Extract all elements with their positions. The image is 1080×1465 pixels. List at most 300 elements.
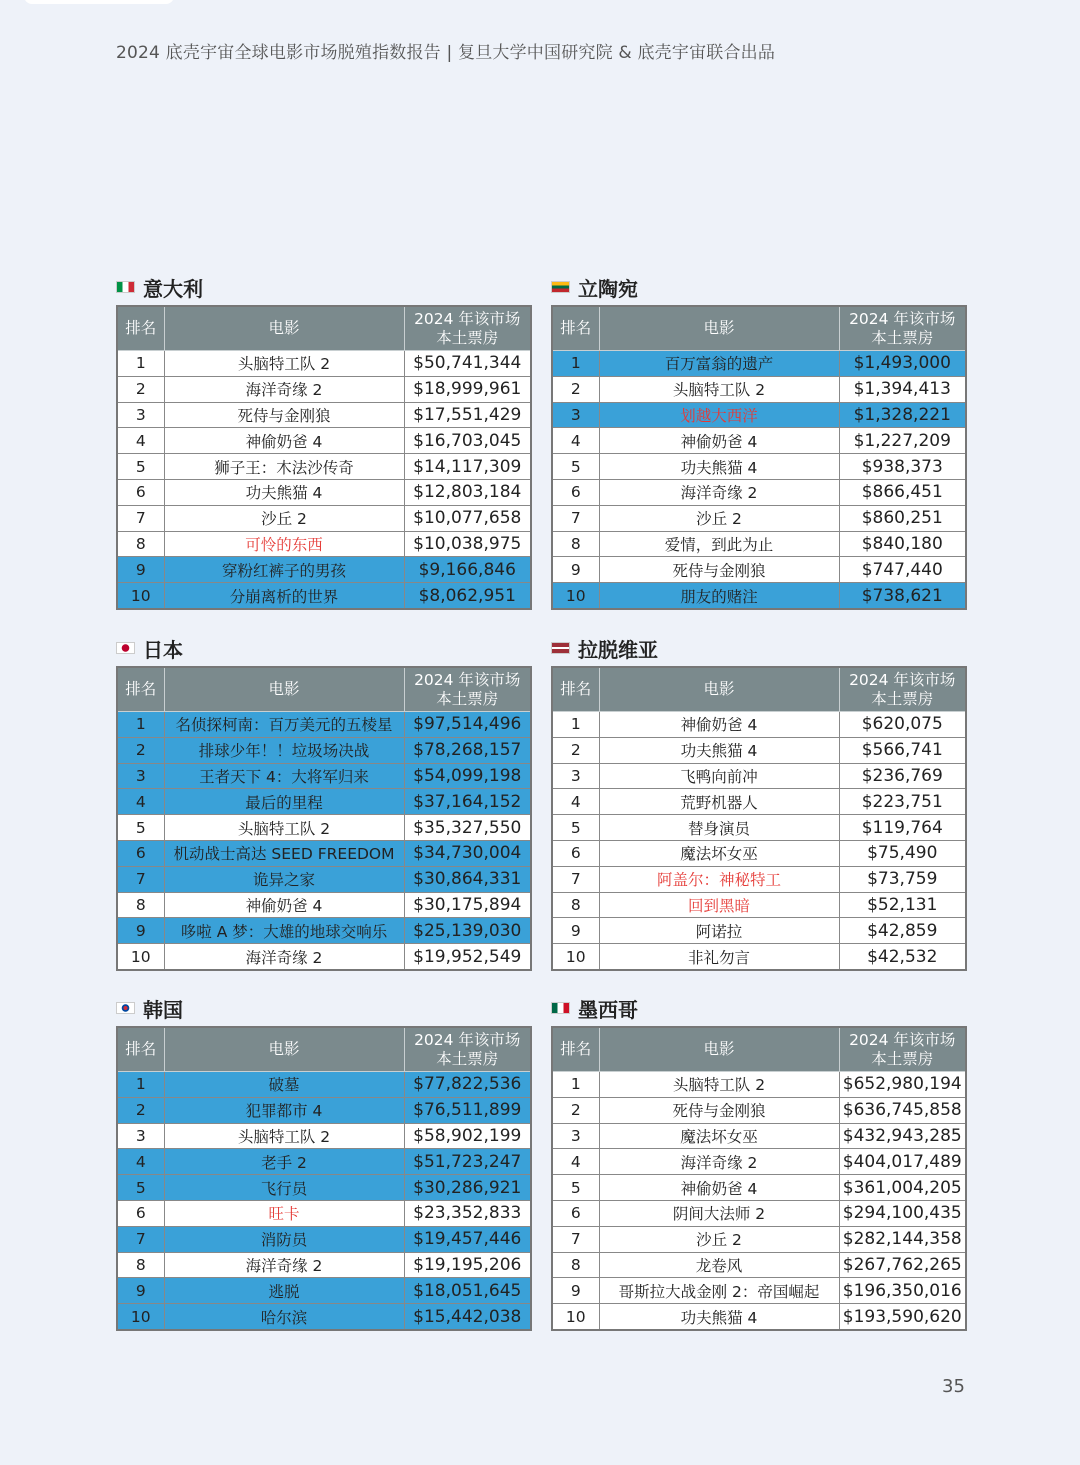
rank-cell: 2: [117, 376, 164, 402]
table-row: [552, 505, 966, 531]
korea-flag-icon: [116, 1002, 135, 1014]
country-table-block: [116, 274, 530, 610]
film-cell: 百万富翁的遗产: [599, 351, 839, 377]
film-cell: 头脑特工队 2: [164, 815, 404, 841]
box-office-cell: $432,943,285: [839, 1123, 966, 1149]
table-header-row: [552, 667, 966, 712]
rank-cell: 1: [552, 1072, 599, 1098]
table-row: [552, 583, 966, 609]
film-cell: 非礼勿言: [599, 944, 839, 970]
film-cell: 神偷奶爸 4: [164, 892, 404, 918]
film-cell: 沙丘 2: [164, 505, 404, 531]
box-office-cell: $404,017,489: [839, 1149, 966, 1175]
table-row: [117, 1252, 531, 1278]
rank-cell: 3: [552, 763, 599, 789]
table-row: [552, 351, 966, 377]
film-cell: 分崩离析的世界: [164, 583, 404, 609]
rank-header: 排名: [117, 306, 164, 351]
table-row: [552, 1123, 966, 1149]
table-row: [117, 557, 531, 583]
film-cell: 神偷奶爸 4: [599, 1175, 839, 1201]
rank-cell: 5: [552, 1175, 599, 1201]
film-cell: 海洋奇缘 2: [599, 1149, 839, 1175]
country-title: [116, 995, 530, 1021]
film-cell: 名侦探柯南：百万美元的五棱星: [164, 712, 404, 738]
box-office-cell: $42,859: [839, 918, 966, 944]
box-office-cell: $1,227,209: [839, 428, 966, 454]
table-row: [117, 454, 531, 480]
table-row: [552, 1175, 966, 1201]
box-office-table: [116, 666, 532, 971]
box-office-cell: $42,532: [839, 944, 966, 970]
film-cell: 哈尔滨: [164, 1304, 404, 1330]
box-office-cell: $566,741: [839, 737, 966, 763]
table-row: [117, 1097, 531, 1123]
country-title: [551, 635, 965, 661]
film-cell: 海洋奇缘 2: [164, 376, 404, 402]
box-office-header-line1: 2024 年该市场: [849, 670, 956, 689]
rank-cell: 7: [552, 1226, 599, 1252]
japan-flag-icon: [116, 642, 135, 654]
rank-cell: 7: [117, 866, 164, 892]
box-office-cell: $10,077,658: [404, 505, 531, 531]
rank-cell: 9: [117, 1278, 164, 1304]
box-office-cell: $14,117,309: [404, 454, 531, 480]
rank-cell: 8: [552, 531, 599, 557]
table-row: [117, 737, 531, 763]
film-cell: 头脑特工队 2: [164, 1123, 404, 1149]
table-row: [117, 1226, 531, 1252]
rank-cell: 6: [552, 1200, 599, 1226]
film-cell: 狮子王：木法沙传奇: [164, 454, 404, 480]
country-table-block: [551, 995, 965, 1331]
table-row: [552, 376, 966, 402]
box-office-cell: $361,004,205: [839, 1175, 966, 1201]
rank-header: 排名: [117, 667, 164, 712]
rank-header: 排名: [552, 1027, 599, 1072]
rank-cell: 6: [117, 479, 164, 505]
film-cell: 功夫熊猫 4: [599, 454, 839, 480]
rank-cell: 4: [117, 1149, 164, 1175]
rank-cell: 10: [117, 944, 164, 970]
table-header-row: [117, 1027, 531, 1072]
rank-cell: 1: [552, 712, 599, 738]
box-office-cell: $1,328,221: [839, 402, 966, 428]
rank-cell: 9: [117, 557, 164, 583]
rank-cell: 2: [552, 737, 599, 763]
country-table-block: [116, 995, 530, 1331]
rank-cell: 9: [552, 557, 599, 583]
film-cell: 飞行员: [164, 1175, 404, 1201]
rank-cell: 8: [552, 892, 599, 918]
rank-cell: 3: [117, 763, 164, 789]
film-cell: 王者天下 4：大将军归来: [164, 763, 404, 789]
box-office-cell: $19,457,446: [404, 1226, 531, 1252]
box-office-header-line2: 本土票房: [871, 689, 934, 708]
country-table-block: [551, 635, 965, 971]
film-cell: 机动战士高达 SEED FREEDOM: [164, 840, 404, 866]
table-row: [117, 402, 531, 428]
rank-cell: 6: [552, 479, 599, 505]
box-office-header-line1: 2024 年该市场: [414, 670, 521, 689]
table-row: [117, 1072, 531, 1098]
box-office-table: [551, 1026, 967, 1331]
rank-cell: 2: [552, 376, 599, 402]
table-row: [552, 454, 966, 480]
film-cell: 神偷奶爸 4: [599, 712, 839, 738]
table-row: [117, 351, 531, 377]
box-office-cell: $15,442,038: [404, 1304, 531, 1330]
country-title: [551, 995, 965, 1021]
table-row: [117, 531, 531, 557]
rank-cell: 6: [117, 1200, 164, 1226]
table-row: [552, 866, 966, 892]
rank-cell: 3: [117, 1123, 164, 1149]
box-office-header: [404, 1027, 531, 1072]
film-cell: 海洋奇缘 2: [599, 479, 839, 505]
film-header: 电影: [599, 667, 839, 712]
table-row: [552, 944, 966, 970]
film-cell: 死侍与金刚狼: [599, 557, 839, 583]
box-office-cell: $19,195,206: [404, 1252, 531, 1278]
table-row: [552, 402, 966, 428]
box-office-cell: $54,099,198: [404, 763, 531, 789]
country-name: 韩国: [143, 997, 183, 1022]
box-office-cell: $1,493,000: [839, 351, 966, 377]
box-office-header: [839, 306, 966, 351]
table-row: [552, 789, 966, 815]
box-office-cell: $17,551,429: [404, 402, 531, 428]
box-office-cell: $37,164,152: [404, 789, 531, 815]
film-cell: 穿粉红裤子的男孩: [164, 557, 404, 583]
box-office-table: [116, 305, 532, 610]
rank-cell: 5: [552, 815, 599, 841]
box-office-cell: $76,511,899: [404, 1097, 531, 1123]
rank-cell: 10: [117, 583, 164, 609]
box-office-cell: $16,703,045: [404, 428, 531, 454]
rank-cell: 4: [117, 428, 164, 454]
box-office-header: [404, 667, 531, 712]
table-row: [552, 531, 966, 557]
film-cell: 神偷奶爸 4: [599, 428, 839, 454]
film-cell: 可怜的东西: [164, 531, 404, 557]
box-office-cell: $652,980,194: [839, 1072, 966, 1098]
film-cell: 旺卡: [164, 1200, 404, 1226]
box-office-cell: $223,751: [839, 789, 966, 815]
box-office-cell: $860,251: [839, 505, 966, 531]
table-row: [552, 1226, 966, 1252]
table-row: [117, 866, 531, 892]
rank-cell: 2: [117, 737, 164, 763]
box-office-cell: $18,999,961: [404, 376, 531, 402]
box-office-header-line2: 本土票房: [436, 328, 499, 347]
film-cell: 神偷奶爸 4: [164, 428, 404, 454]
mexico-flag-icon: [551, 1002, 570, 1014]
film-cell: 功夫熊猫 4: [599, 737, 839, 763]
box-office-cell: $19,952,549: [404, 944, 531, 970]
rank-cell: 10: [552, 944, 599, 970]
box-office-cell: $97,514,496: [404, 712, 531, 738]
box-office-header-line1: 2024 年该市场: [414, 1030, 521, 1049]
rank-cell: 10: [552, 1304, 599, 1330]
page-number: 35: [942, 1376, 965, 1397]
rank-cell: 9: [552, 1278, 599, 1304]
film-cell: 犯罪都市 4: [164, 1097, 404, 1123]
table-row: [552, 1200, 966, 1226]
rank-cell: 7: [117, 1226, 164, 1252]
rank-cell: 8: [117, 892, 164, 918]
rank-cell: 9: [117, 918, 164, 944]
box-office-cell: $78,268,157: [404, 737, 531, 763]
box-office-table: [551, 305, 967, 610]
film-cell: 海洋奇缘 2: [164, 1252, 404, 1278]
italy-flag-icon: [116, 281, 135, 293]
rank-header: 排名: [552, 306, 599, 351]
table-row: [117, 944, 531, 970]
box-office-cell: $236,769: [839, 763, 966, 789]
box-office-cell: $282,144,358: [839, 1226, 966, 1252]
rank-cell: 3: [552, 402, 599, 428]
film-cell: 头脑特工队 2: [599, 1072, 839, 1098]
rank-cell: 2: [117, 1097, 164, 1123]
latvia-flag-icon: [551, 642, 570, 654]
rank-cell: 1: [117, 1072, 164, 1098]
box-office-cell: $9,166,846: [404, 557, 531, 583]
film-cell: 死侍与金刚狼: [599, 1097, 839, 1123]
country-title: [116, 274, 530, 300]
box-office-cell: $35,327,550: [404, 815, 531, 841]
box-office-cell: $25,139,030: [404, 918, 531, 944]
box-office-header-line2: 本土票房: [436, 689, 499, 708]
box-office-cell: $30,286,921: [404, 1175, 531, 1201]
rank-cell: 5: [552, 454, 599, 480]
rank-cell: 7: [552, 866, 599, 892]
box-office-header-line1: 2024 年该市场: [849, 1030, 956, 1049]
box-office-table: [551, 666, 967, 971]
film-cell: 死侍与金刚狼: [164, 402, 404, 428]
table-row: [117, 505, 531, 531]
film-cell: 朋友的赌注: [599, 583, 839, 609]
box-office-header: [404, 306, 531, 351]
box-office-cell: $620,075: [839, 712, 966, 738]
table-row: [117, 892, 531, 918]
rank-cell: 7: [117, 505, 164, 531]
table-row: [552, 557, 966, 583]
box-office-cell: $840,180: [839, 531, 966, 557]
table-row: [117, 1200, 531, 1226]
film-cell: 回到黑暗: [599, 892, 839, 918]
film-cell: 功夫熊猫 4: [164, 479, 404, 505]
box-office-header-line2: 本土票房: [871, 1049, 934, 1068]
table-row: [552, 1304, 966, 1330]
country-name: 墨西哥: [578, 997, 638, 1022]
table-row: [117, 583, 531, 609]
table-header-row: [552, 306, 966, 351]
box-office-cell: $196,350,016: [839, 1278, 966, 1304]
film-cell: 海洋奇缘 2: [164, 944, 404, 970]
rank-cell: 5: [117, 815, 164, 841]
box-office-cell: $51,723,247: [404, 1149, 531, 1175]
film-header: 电影: [164, 306, 404, 351]
table-row: [117, 815, 531, 841]
box-office-cell: $294,100,435: [839, 1200, 966, 1226]
film-cell: 魔法坏女巫: [599, 1123, 839, 1149]
table-row: [117, 712, 531, 738]
table-row: [552, 1252, 966, 1278]
box-office-cell: $75,490: [839, 840, 966, 866]
film-header: 电影: [599, 306, 839, 351]
country-title: [116, 635, 530, 661]
table-row: [552, 763, 966, 789]
film-cell: 老手 2: [164, 1149, 404, 1175]
box-office-cell: $866,451: [839, 479, 966, 505]
film-cell: 魔法坏女巫: [599, 840, 839, 866]
box-office-cell: $50,741,344: [404, 351, 531, 377]
page-header: 2024 底壳宇宙全球电影市场脱殖指数报告 | 复旦大学中国研究院 & 底壳宇宙联合出品: [116, 43, 776, 63]
table-row: [552, 1097, 966, 1123]
rank-cell: 4: [117, 789, 164, 815]
box-office-header: [839, 1027, 966, 1072]
box-office-cell: $23,352,833: [404, 1200, 531, 1226]
box-office-header-line1: 2024 年该市场: [414, 309, 521, 328]
film-cell: 排球少年！！垃圾场决战: [164, 737, 404, 763]
table-row: [117, 789, 531, 815]
table-header-row: [552, 1027, 966, 1072]
box-office-header-line2: 本土票房: [436, 1049, 499, 1068]
film-cell: 沙丘 2: [599, 1226, 839, 1252]
rank-cell: 3: [552, 1123, 599, 1149]
film-cell: 逃脱: [164, 1278, 404, 1304]
box-office-cell: $738,621: [839, 583, 966, 609]
film-cell: 阴间大法师 2: [599, 1200, 839, 1226]
rank-cell: 1: [117, 712, 164, 738]
rank-cell: 5: [117, 1175, 164, 1201]
rank-header: 排名: [552, 667, 599, 712]
film-cell: 龙卷风: [599, 1252, 839, 1278]
rank-cell: 9: [552, 918, 599, 944]
table-row: [117, 840, 531, 866]
rank-cell: 6: [117, 840, 164, 866]
country-title: [551, 274, 965, 300]
table-row: [552, 815, 966, 841]
table-row: [552, 737, 966, 763]
box-office-cell: $747,440: [839, 557, 966, 583]
rank-cell: 1: [552, 351, 599, 377]
country-name: 拉脱维亚: [578, 637, 658, 662]
rank-cell: 8: [117, 531, 164, 557]
film-header: 电影: [599, 1027, 839, 1072]
table-header-row: [117, 667, 531, 712]
rank-cell: 7: [552, 505, 599, 531]
box-office-cell: $30,175,894: [404, 892, 531, 918]
rank-cell: 1: [117, 351, 164, 377]
country-table-block: [116, 635, 530, 971]
box-office-header-line2: 本土票房: [871, 328, 934, 347]
box-office-cell: $30,864,331: [404, 866, 531, 892]
film-cell: 哆啦 A 梦：大雄的地球交响乐: [164, 918, 404, 944]
rank-cell: 4: [552, 1149, 599, 1175]
film-cell: 破墓: [164, 1072, 404, 1098]
film-cell: 消防员: [164, 1226, 404, 1252]
film-cell: 阿诺拉: [599, 918, 839, 944]
box-office-header: [839, 667, 966, 712]
box-office-cell: $8,062,951: [404, 583, 531, 609]
rank-cell: 10: [552, 583, 599, 609]
box-office-table: [116, 1026, 532, 1331]
box-office-cell: $18,051,645: [404, 1278, 531, 1304]
country-name: 立陶宛: [578, 276, 638, 301]
lithuania-flag-icon: [551, 281, 570, 293]
rank-cell: 5: [117, 454, 164, 480]
rank-cell: 3: [117, 402, 164, 428]
rank-cell: 4: [552, 428, 599, 454]
box-office-cell: $267,762,265: [839, 1252, 966, 1278]
film-cell: 划越大西洋: [599, 402, 839, 428]
box-office-cell: $10,038,975: [404, 531, 531, 557]
film-cell: 阿盖尔：神秘特工: [599, 866, 839, 892]
film-cell: 飞鸭向前冲: [599, 763, 839, 789]
film-header: 电影: [164, 1027, 404, 1072]
box-office-cell: $58,902,199: [404, 1123, 531, 1149]
rank-cell: 4: [552, 789, 599, 815]
table-row: [117, 1123, 531, 1149]
box-office-cell: $193,590,620: [839, 1304, 966, 1330]
table-row: [117, 376, 531, 402]
rank-cell: 8: [552, 1252, 599, 1278]
box-office-cell: $73,759: [839, 866, 966, 892]
table-row: [552, 1278, 966, 1304]
table-header-row: [117, 306, 531, 351]
rank-cell: 6: [552, 840, 599, 866]
box-office-cell: $938,373: [839, 454, 966, 480]
table-row: [117, 1304, 531, 1330]
table-row: [552, 479, 966, 505]
film-cell: 功夫熊猫 4: [599, 1304, 839, 1330]
box-office-cell: $52,131: [839, 892, 966, 918]
film-cell: 最后的里程: [164, 789, 404, 815]
film-cell: 头脑特工队 2: [164, 351, 404, 377]
table-row: [552, 840, 966, 866]
table-row: [117, 1278, 531, 1304]
box-office-cell: $1,394,413: [839, 376, 966, 402]
country-table-block: [551, 274, 965, 610]
table-row: [117, 479, 531, 505]
table-row: [117, 1149, 531, 1175]
table-row: [552, 1072, 966, 1098]
film-cell: 爱情，到此为止: [599, 531, 839, 557]
table-row: [552, 712, 966, 738]
film-cell: 替身演员: [599, 815, 839, 841]
box-office-cell: $12,803,184: [404, 479, 531, 505]
box-office-cell: $34,730,004: [404, 840, 531, 866]
box-office-cell: $119,764: [839, 815, 966, 841]
table-row: [552, 428, 966, 454]
rank-header: 排名: [117, 1027, 164, 1072]
box-office-cell: $77,822,536: [404, 1072, 531, 1098]
country-name: 意大利: [143, 276, 203, 301]
film-cell: 头脑特工队 2: [599, 376, 839, 402]
film-cell: 沙丘 2: [599, 505, 839, 531]
table-row: [552, 918, 966, 944]
country-name: 日本: [143, 637, 183, 662]
table-row: [117, 763, 531, 789]
table-row: [552, 1149, 966, 1175]
table-row: [117, 918, 531, 944]
table-row: [552, 892, 966, 918]
table-row: [117, 1175, 531, 1201]
film-cell: 诡异之家: [164, 866, 404, 892]
top-tab: [24, 0, 174, 4]
